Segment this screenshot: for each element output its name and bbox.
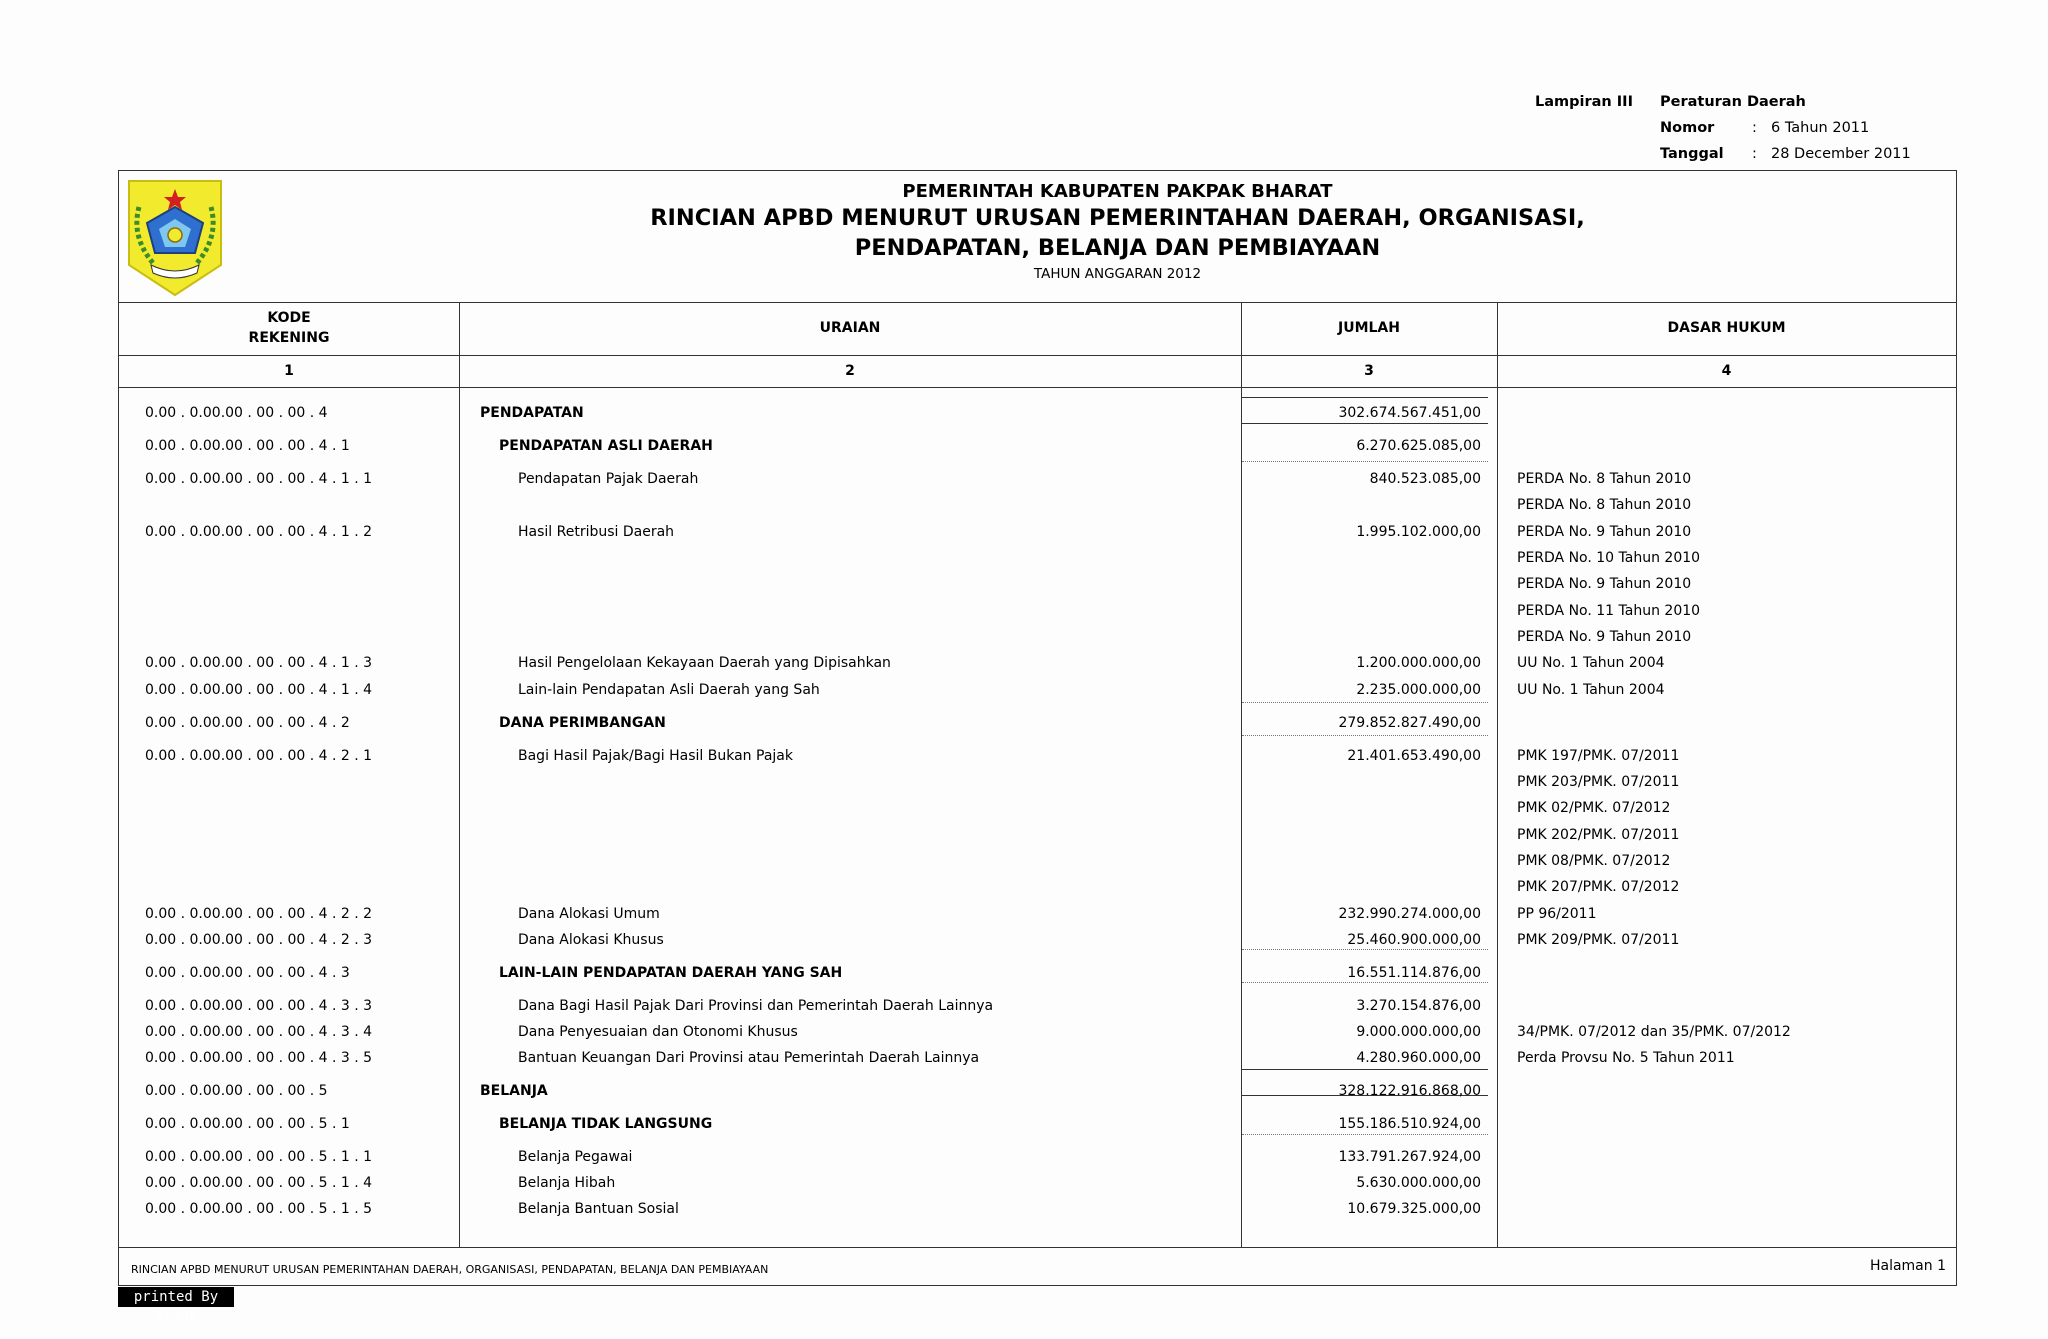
- kode-line1: KODE: [267, 310, 311, 326]
- row-jumlah: 5.630.000.000,00: [1356, 1175, 1481, 1191]
- row-uraian: PENDAPATAN ASLI DAERAH: [499, 438, 713, 454]
- subtotal-rule: [1242, 982, 1488, 983]
- row-code: 0.00 . 0.00.00 . 00 . 00 . 5 . 1 . 5: [145, 1201, 373, 1217]
- row-uraian: Pendapatan Pajak Daerah: [518, 471, 699, 487]
- row-dasar-hukum: PERDA No. 11 Tahun 2010: [1517, 603, 1701, 619]
- row-jumlah: 16.551.114.876,00: [1347, 965, 1481, 981]
- subtotal-rule: [1242, 735, 1488, 736]
- row-code: 0.00 . 0.00.00 . 00 . 00 . 4 . 1 . 2: [145, 524, 373, 540]
- column-divider-2: [1241, 302, 1242, 1248]
- row-code: 0.00 . 0.00.00 . 00 . 00 . 4 . 1: [145, 438, 350, 454]
- page-number: Halaman 1: [1869, 1258, 1946, 1274]
- column-number-4: 4: [1721, 363, 1732, 379]
- row-code: 0.00 . 0.00.00 . 00 . 00 . 5: [145, 1083, 328, 1099]
- row-dasar-hukum: PMK 197/PMK. 07/2011: [1517, 748, 1680, 764]
- row-jumlah: 328.122.916.868,00: [1338, 1083, 1481, 1099]
- row-code: 0.00 . 0.00.00 . 00 . 00 . 4 . 3 . 5: [145, 1050, 373, 1066]
- row-jumlah: 279.852.827.490,00: [1338, 715, 1481, 731]
- table-bottom-rule: [119, 1247, 1956, 1248]
- row-jumlah: 840.523.085,00: [1369, 471, 1481, 487]
- row-code: 0.00 . 0.00.00 . 00 . 00 . 5 . 1: [145, 1116, 350, 1132]
- row-code: 0.00 . 0.00.00 . 00 . 00 . 4 . 1 . 4: [145, 682, 373, 698]
- column-number-1: 1: [284, 363, 294, 379]
- row-dasar-hukum: PERDA No. 10 Tahun 2010: [1517, 550, 1701, 566]
- row-jumlah: 10.679.325.000,00: [1347, 1201, 1481, 1217]
- attachment-label: Lampiran III: [1535, 94, 1633, 110]
- row-uraian: Lain-lain Pendapatan Asli Daerah yang Sah: [518, 682, 820, 698]
- row-code: 0.00 . 0.00.00 . 00 . 00 . 4 . 2 . 1: [145, 748, 373, 764]
- row-uraian: Belanja Bantuan Sosial: [518, 1201, 679, 1217]
- row-dasar-hukum: PMK 202/PMK. 07/2011: [1517, 827, 1680, 843]
- row-uraian: LAIN-LAIN PENDAPATAN DAERAH YANG SAH: [499, 965, 843, 981]
- row-dasar-hukum: PP 96/2011: [1517, 906, 1597, 922]
- row-dasar-hukum: Perda Provsu No. 5 Tahun 2011: [1517, 1050, 1735, 1066]
- row-uraian: Bantuan Keuangan Dari Provinsi atau Pemerintah Daerah Lainnya: [518, 1050, 980, 1066]
- row-dasar-hukum: PERDA No. 9 Tahun 2010: [1517, 629, 1692, 645]
- row-jumlah: 3.270.154.876,00: [1356, 998, 1481, 1014]
- document-title-block: [119, 181, 1956, 285]
- tanggal-label: Tanggal: [1660, 146, 1724, 162]
- subtotal-rule: [1242, 702, 1488, 703]
- column-number-2: 2: [845, 363, 855, 379]
- row-code: 0.00 . 0.00.00 . 00 . 00 . 4: [145, 405, 328, 421]
- row-uraian: Hasil Retribusi Daerah: [518, 524, 675, 540]
- row-dasar-hukum: PMK 207/PMK. 07/2012: [1517, 879, 1680, 895]
- row-code: 0.00 . 0.00.00 . 00 . 00 . 4 . 2: [145, 715, 350, 731]
- row-dasar-hukum: PMK 203/PMK. 07/2011: [1517, 774, 1680, 790]
- document-frame: [118, 170, 1957, 1286]
- row-dasar-hukum: PERDA No. 9 Tahun 2010: [1517, 524, 1692, 540]
- row-code: 0.00 . 0.00.00 . 00 . 00 . 4 . 3 . 4: [145, 1024, 373, 1040]
- row-code: 0.00 . 0.00.00 . 00 . 00 . 5 . 1 . 4: [145, 1175, 373, 1191]
- row-code: 0.00 . 0.00.00 . 00 . 00 . 4 . 1 . 3: [145, 655, 373, 671]
- nomor-label: Nomor: [1660, 120, 1715, 136]
- row-code: 0.00 . 0.00.00 . 00 . 00 . 4 . 2 . 3: [145, 932, 373, 948]
- subtotal-rule: [1242, 461, 1488, 462]
- row-dasar-hukum: 34/PMK. 07/2012 dan 35/PMK. 07/2012: [1517, 1024, 1791, 1040]
- row-dasar-hukum: UU No. 1 Tahun 2004: [1517, 655, 1665, 671]
- header-top-rule: [119, 302, 1956, 303]
- row-jumlah: 6.270.625.085,00: [1356, 438, 1481, 454]
- row-jumlah: 155.186.510.924,00: [1338, 1116, 1481, 1132]
- row-jumlah: 9.000.000.000,00: [1356, 1024, 1481, 1040]
- row-code: 0.00 . 0.00.00 . 00 . 00 . 5 . 1 . 1: [145, 1149, 373, 1165]
- column-number-3: 3: [1364, 363, 1374, 379]
- row-jumlah: 232.990.274.000,00: [1338, 906, 1481, 922]
- header-bottom-rule: [119, 387, 1956, 388]
- row-jumlah: 25.460.900.000,00: [1347, 932, 1481, 948]
- column-header-uraian: URAIAN: [819, 320, 881, 336]
- row-uraian: PENDAPATAN: [480, 405, 584, 421]
- document-title-line1: RINCIAN APBD MENURUT URUSAN PEMERINTAHAN DAERAH, ORGANISASI,: [650, 205, 1585, 231]
- row-jumlah: 302.674.567.451,00: [1338, 405, 1481, 421]
- row-uraian: Dana Alokasi Khusus: [518, 932, 664, 948]
- row-uraian: Belanja Hibah: [518, 1175, 616, 1191]
- footer-title: RINCIAN APBD MENURUT URUSAN PEMERINTAHAN DAERAH, ORGANISASI, PENDAPATAN, BELANJA DAN PEMBIAYAAN: [131, 1263, 769, 1276]
- row-jumlah: 1.200.000.000,00: [1356, 655, 1481, 671]
- kode-line2: REKENING: [248, 330, 330, 346]
- row-dasar-hukum: PERDA No. 8 Tahun 2010: [1517, 497, 1692, 513]
- row-code: 0.00 . 0.00.00 . 00 . 00 . 4 . 1 . 1: [145, 471, 373, 487]
- row-jumlah: 1.995.102.000,00: [1356, 524, 1481, 540]
- row-uraian: Dana Bagi Hasil Pajak Dari Provinsi dan Pemerintah Daerah Lainnya: [518, 998, 994, 1014]
- row-code: 0.00 . 0.00.00 . 00 . 00 . 4 . 3: [145, 965, 350, 981]
- row-jumlah: 2.235.000.000,00: [1356, 682, 1481, 698]
- row-uraian: BELANJA: [480, 1083, 548, 1099]
- row-dasar-hukum: UU No. 1 Tahun 2004: [1517, 682, 1665, 698]
- row-uraian: DANA PERIMBANGAN: [499, 715, 666, 731]
- row-uraian: BELANJA TIDAK LANGSUNG: [499, 1116, 713, 1132]
- row-dasar-hukum: PMK 209/PMK. 07/2011: [1517, 932, 1680, 948]
- printed-by-stamp: printed By SimDA: [118, 1287, 234, 1307]
- row-jumlah: 21.401.653.490,00: [1347, 748, 1481, 764]
- fiscal-year: TAHUN ANGGARAN 2012: [1033, 266, 1202, 282]
- row-uraian: Bagi Hasil Pajak/Bagi Hasil Bukan Pajak: [518, 748, 793, 764]
- row-uraian: Belanja Pegawai: [518, 1149, 633, 1165]
- tanggal-colon: :: [1752, 146, 1757, 162]
- row-uraian: Dana Alokasi Umum: [518, 906, 660, 922]
- row-dasar-hukum: PERDA No. 9 Tahun 2010: [1517, 576, 1692, 592]
- regulation-label: Peraturan Daerah: [1660, 94, 1806, 110]
- row-jumlah: 4.280.960.000,00: [1356, 1050, 1481, 1066]
- header-middle-rule: [119, 355, 1956, 356]
- tanggal-value: 28 December 2011: [1771, 146, 1911, 162]
- document-title-line2: PENDAPATAN, BELANJA DAN PEMBIAYAAN: [854, 235, 1381, 261]
- nomor-value: 6 Tahun 2011: [1771, 120, 1870, 136]
- subtotal-rule: [1242, 1134, 1488, 1135]
- column-header-kode: [119, 308, 459, 348]
- row-dasar-hukum: PMK 02/PMK. 07/2012: [1517, 800, 1671, 816]
- column-divider-1: [459, 302, 460, 1248]
- government-name: PEMERINTAH KABUPATEN PAKPAK BHARAT: [902, 181, 1333, 202]
- row-uraian: Dana Penyesuaian dan Otonomi Khusus: [518, 1024, 798, 1040]
- row-jumlah: 133.791.267.924,00: [1338, 1149, 1481, 1165]
- column-header-jumlah: JUMLAH: [1338, 320, 1400, 336]
- subtotal-rule: [1242, 949, 1488, 950]
- row-uraian: Hasil Pengelolaan Kekayaan Daerah yang Dipisahkan: [518, 655, 891, 671]
- column-header-dasar-hukum: DASAR HUKUM: [1667, 320, 1786, 336]
- column-divider-3: [1497, 302, 1498, 1248]
- nomor-colon: :: [1752, 120, 1757, 136]
- row-dasar-hukum: PMK 08/PMK. 07/2012: [1517, 853, 1671, 869]
- row-code: 0.00 . 0.00.00 . 00 . 00 . 4 . 2 . 2: [145, 906, 373, 922]
- row-dasar-hukum: PERDA No. 8 Tahun 2010: [1517, 471, 1692, 487]
- row-code: 0.00 . 0.00.00 . 00 . 00 . 4 . 3 . 3: [145, 998, 373, 1014]
